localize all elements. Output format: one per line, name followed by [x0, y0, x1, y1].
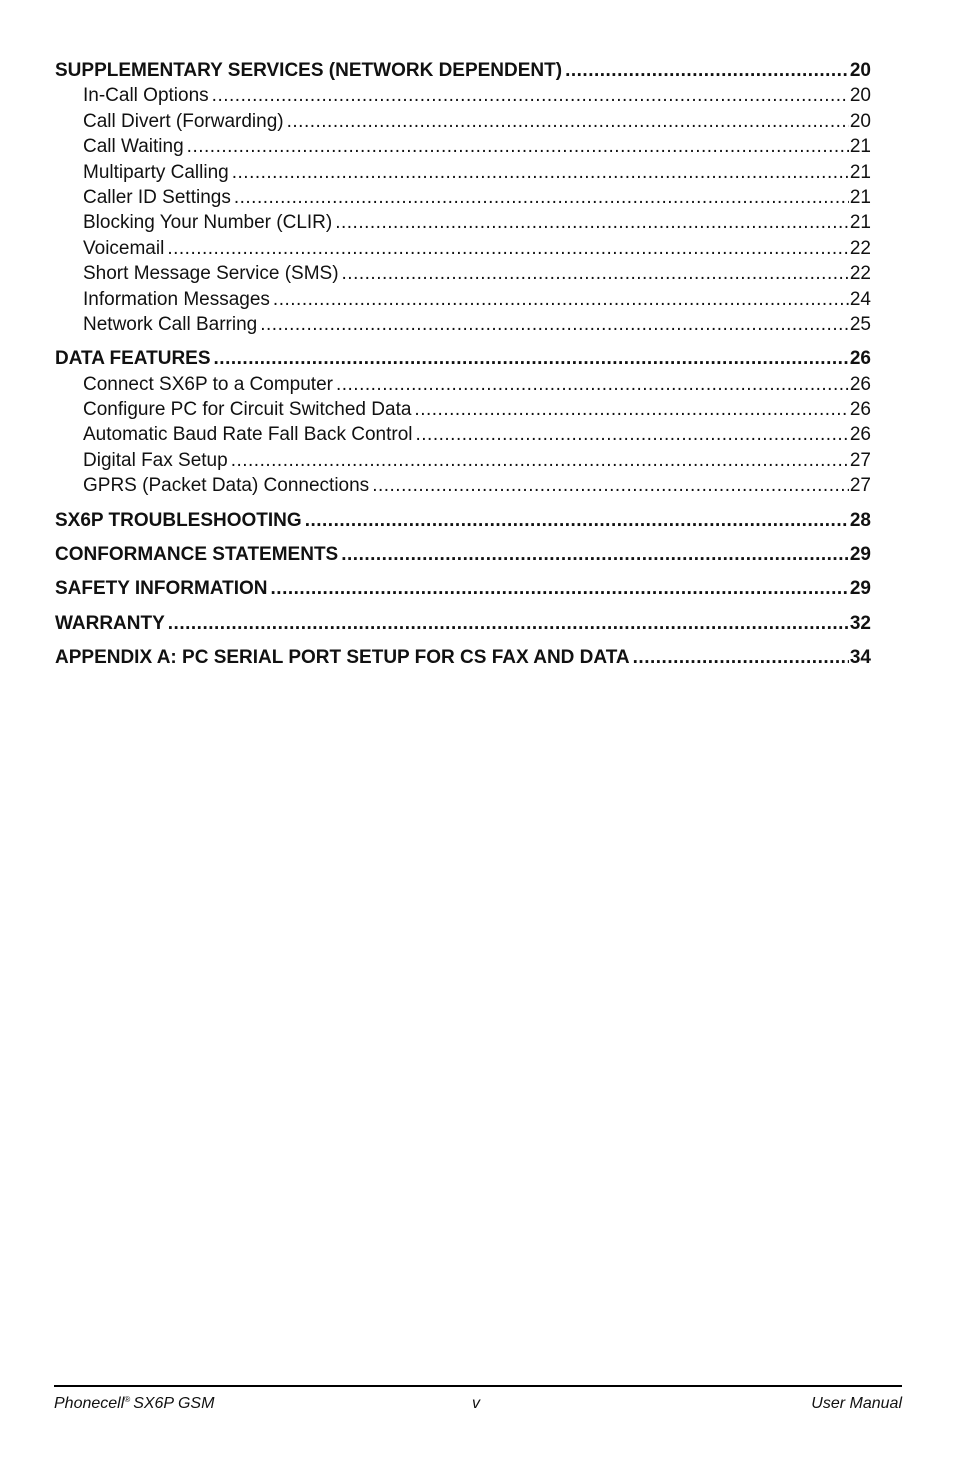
dot-leader	[260, 312, 849, 337]
dot-leader	[271, 576, 849, 601]
dot-leader	[234, 185, 849, 210]
toc-section	[55, 542, 871, 567]
dot-leader	[305, 508, 849, 533]
dot-leader	[342, 261, 849, 286]
toc-section	[55, 576, 871, 601]
toc-entry-page: 20	[849, 110, 871, 132]
toc-entry-title: SAFETY INFORMATION	[55, 578, 268, 600]
footer-page-number: v	[472, 1395, 480, 1412]
toc-heading-entry[interactable]	[55, 542, 871, 567]
toc-entry-page: 20	[849, 60, 871, 81]
toc-subentry[interactable]	[55, 473, 871, 498]
toc-entry-title: Caller ID Settings	[83, 186, 231, 208]
footer-model: SX6P GSM	[133, 1395, 215, 1412]
toc-entry-page: 26	[849, 399, 871, 421]
toc-subentry[interactable]	[55, 210, 871, 235]
toc-entry-title: SUPPLEMENTARY SERVICES (NETWORK DEPENDENT)	[55, 60, 563, 81]
toc-heading-entry[interactable]	[55, 645, 871, 670]
toc-subentry[interactable]	[55, 448, 871, 473]
registered-mark: ®	[124, 1395, 131, 1404]
toc-entry-title: GPRS (Packet Data) Connections	[83, 475, 370, 497]
toc-entry-title: Call Waiting	[83, 136, 184, 158]
toc-subentry[interactable]	[55, 83, 871, 108]
dot-leader	[336, 372, 849, 397]
toc-entry-page: 28	[849, 509, 871, 531]
dot-leader	[232, 160, 849, 185]
dot-leader	[414, 397, 848, 422]
toc-entry-page: 34	[849, 647, 871, 669]
toc-entry-title: Configure PC for Circuit Switched Data	[83, 399, 412, 421]
toc-section	[55, 58, 871, 337]
footer-product	[54, 1395, 214, 1413]
dot-leader	[167, 236, 849, 261]
toc-entry-page: 21	[849, 136, 871, 158]
footer-row	[54, 1387, 902, 1417]
table-of-contents	[55, 58, 871, 680]
toc-entry-page: 22	[849, 237, 871, 259]
dot-leader	[231, 448, 849, 473]
toc-section	[55, 346, 871, 498]
toc-entry-page: 21	[849, 186, 871, 208]
toc-entry-page: 26	[849, 348, 871, 370]
toc-section	[55, 508, 871, 533]
toc-entry-page: 29	[849, 578, 871, 600]
dot-leader	[168, 611, 849, 636]
toc-entry-page: 21	[849, 212, 871, 234]
dot-leader	[565, 58, 849, 83]
toc-subentry[interactable]	[55, 236, 871, 261]
dot-leader	[273, 287, 849, 312]
toc-entry-title: SX6P TROUBLESHOOTING	[55, 509, 302, 531]
toc-entry-page: 26	[849, 424, 871, 446]
toc-heading-entry[interactable]	[55, 611, 871, 636]
toc-subentry[interactable]	[55, 312, 871, 337]
toc-entry-title: Multiparty Calling	[83, 161, 229, 183]
toc-entry-title: Network Call Barring	[83, 313, 258, 335]
toc-entry-title: CONFORMANCE STATEMENTS	[55, 544, 339, 566]
toc-entry-title: Short Message Service (SMS)	[83, 263, 339, 285]
toc-subentry[interactable]	[55, 109, 871, 134]
toc-subentry[interactable]	[55, 261, 871, 286]
toc-entry-page: 29	[849, 544, 871, 566]
toc-entry-page: 27	[849, 449, 871, 471]
toc-heading-entry[interactable]	[55, 508, 871, 533]
toc-entry-page: 22	[849, 263, 871, 285]
dot-leader	[187, 134, 849, 159]
toc-subentry[interactable]	[55, 160, 871, 185]
toc-subentry[interactable]	[55, 185, 871, 210]
toc-entry-title: Voicemail	[83, 237, 165, 259]
toc-heading-entry[interactable]	[55, 58, 871, 83]
toc-entry-page: 26	[849, 373, 871, 395]
dot-leader	[287, 109, 849, 134]
toc-subentry[interactable]	[55, 134, 871, 159]
toc-entry-page: 27	[849, 475, 871, 497]
page-footer	[54, 1385, 902, 1417]
toc-entry-title: Call Divert (Forwarding)	[83, 110, 284, 132]
toc-subentry[interactable]	[55, 422, 871, 447]
dot-leader	[212, 83, 849, 108]
toc-subentry[interactable]	[55, 397, 871, 422]
footer-brand: Phonecell	[54, 1395, 125, 1412]
toc-entry-title: Connect SX6P to a Computer	[83, 373, 333, 395]
toc-entry-title: Digital Fax Setup	[83, 449, 228, 471]
toc-section	[55, 611, 871, 636]
dot-leader	[633, 645, 849, 670]
toc-entry-title: WARRANTY	[55, 612, 165, 634]
toc-entry-title: Information Messages	[83, 288, 270, 310]
toc-entry-title: Automatic Baud Rate Fall Back Control	[83, 424, 413, 446]
toc-entry-page: 24	[849, 288, 871, 310]
toc-entry-title: In-Call Options	[83, 85, 209, 107]
footer-document-title: User Manual	[811, 1395, 902, 1412]
toc-entry-title: DATA FEATURES	[55, 348, 211, 370]
toc-entry-title: Blocking Your Number (CLIR)	[83, 212, 333, 234]
toc-entry-page: 32	[849, 612, 871, 634]
toc-entry-page: 21	[849, 161, 871, 183]
dot-leader	[335, 210, 849, 235]
dot-leader	[341, 542, 849, 567]
toc-entry-page: 20	[849, 85, 871, 107]
dot-leader	[214, 346, 849, 371]
toc-heading-entry[interactable]	[55, 346, 871, 371]
toc-entry-page: 25	[849, 313, 871, 335]
toc-subentry[interactable]	[55, 372, 871, 397]
toc-section	[55, 645, 871, 670]
toc-entry-title: APPENDIX A: PC SERIAL PORT SETUP FOR CS FAX AND DATA	[55, 647, 630, 669]
toc-subentry[interactable]	[55, 287, 871, 312]
dot-leader	[416, 422, 849, 447]
dot-leader	[372, 473, 849, 498]
toc-heading-entry[interactable]	[55, 576, 871, 601]
